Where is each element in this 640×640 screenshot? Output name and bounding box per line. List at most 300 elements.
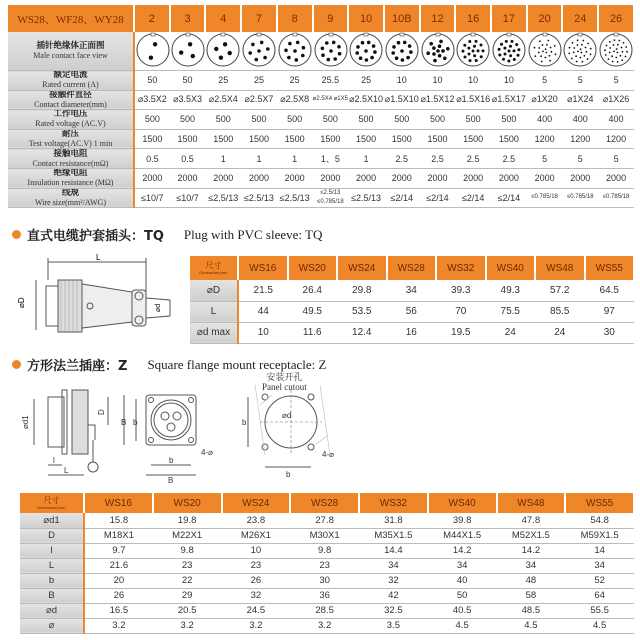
dimension-cell: 55.5 — [565, 603, 634, 618]
dimension-cell: 24.5 — [222, 603, 291, 618]
row-label-en: Wire size(mm²/AWG) — [35, 197, 106, 207]
spec-cell: ⌀1.5X12 — [420, 90, 456, 110]
size-header: WS28 — [290, 493, 359, 513]
spec-cell: 1500 — [348, 129, 384, 149]
row-label-en: Insulation resistance (MΩ) — [27, 178, 114, 188]
spec-cell: ≤2.5/13 — [205, 188, 241, 208]
spec-cell: ⌀1X26 — [598, 90, 634, 110]
size-header: WS24 — [337, 256, 387, 280]
dimension-cell: M35X1.5 — [359, 528, 428, 543]
pin-count-header: 26 — [598, 5, 634, 32]
row-label-en: Contact diameter(mm) — [34, 99, 107, 109]
dimension-row — [20, 618, 634, 633]
pin-count-header: 3 — [170, 5, 206, 32]
spec-cell: 500 — [170, 110, 206, 130]
row-label-en: Contact resistance(mΩ) — [32, 158, 109, 168]
dimension-cell: 49.3 — [486, 280, 536, 301]
dim-L: L — [96, 253, 101, 262]
bullet-icon — [12, 230, 21, 239]
dimension-cell: 3.2 — [153, 618, 222, 633]
dim-L: L — [64, 466, 69, 475]
spec-row — [8, 168, 634, 188]
spec-cell: 5 — [562, 149, 598, 169]
spec-cell: 1500 — [134, 129, 170, 149]
plug-dimension-table — [190, 256, 635, 344]
dimension-cell: 64 — [565, 588, 634, 603]
spec-cell: ≤2/14 — [420, 188, 456, 208]
spec-cell: ⌀2.5X4 ⌀1X5 — [313, 90, 349, 110]
spec-table — [8, 5, 635, 208]
header-en: Dimension(mm) — [37, 504, 66, 510]
row-label-cn: 耐压 — [61, 129, 79, 140]
size-header: WS40 — [486, 256, 536, 280]
dimension-row — [20, 543, 634, 558]
dimension-cell: 15.8 — [84, 513, 153, 528]
spec-cell: ⌀1X24 — [562, 90, 598, 110]
plug-drawing — [10, 250, 185, 345]
spec-cell: 1500 — [455, 129, 491, 149]
dimension-cell: 16 — [387, 322, 437, 343]
dimension-row — [190, 301, 634, 322]
flange-dimension-table — [20, 493, 635, 634]
spec-cell: 2000 — [313, 168, 349, 188]
row-label-cn: 绝缘电阻 — [53, 168, 88, 179]
spec-cell: ≤2.5/13 ≤0.785/18 — [313, 188, 349, 208]
header-cn: 尺寸 — [43, 495, 60, 505]
spec-cell: 25 — [277, 71, 313, 91]
spec-cell: ≤0.785/18 — [527, 188, 563, 208]
dim-holes: 4-⌀ — [201, 448, 213, 457]
dimension-cell: 85.5 — [535, 301, 585, 322]
spec-cell: 25.5 — [313, 71, 349, 91]
row-label-cn: 额定电流 — [53, 70, 88, 81]
dimension-cell: 42 — [359, 588, 428, 603]
row-label: ⌀D — [190, 280, 238, 301]
dimension-cell: 3.5 — [359, 618, 428, 633]
dimension-cell: 11.6 — [288, 322, 338, 343]
cutout-b: b — [242, 418, 247, 427]
dimension-cell: 29 — [153, 588, 222, 603]
spec-row — [8, 90, 634, 110]
dimension-cell: 3.2 — [222, 618, 291, 633]
size-header: WS32 — [359, 493, 428, 513]
pin-count-header: 4 — [205, 5, 241, 32]
size-header: WS16 — [238, 256, 288, 280]
dimension-cell: 21.5 — [238, 280, 288, 301]
spec-cell: ⌀2.5X10 — [348, 90, 384, 110]
spec-cell: 1500 — [277, 129, 313, 149]
dimension-cell: 39.3 — [436, 280, 486, 301]
size-header: WS48 — [497, 493, 566, 513]
dimension-row — [20, 588, 634, 603]
dimension-cell: 26 — [84, 588, 153, 603]
dim-l: l — [53, 456, 55, 465]
size-header: WS20 — [288, 256, 338, 280]
contact-face-icon — [313, 32, 349, 71]
dimension-cell: 34 — [497, 558, 566, 573]
dimension-cell: 3.2 — [84, 618, 153, 633]
dimension-cell: 4.5 — [497, 618, 566, 633]
spec-cell: 400 — [598, 110, 634, 130]
dimension-cell: 30 — [290, 573, 359, 588]
size-header: WS48 — [535, 256, 585, 280]
dim-b: b — [133, 418, 138, 427]
dimension-cell: 34 — [428, 558, 497, 573]
dimension-cell: 44 — [238, 301, 288, 322]
spec-cell: 1200 — [527, 129, 563, 149]
spec-cell: 10 — [420, 71, 456, 91]
dimension-cell: 39.8 — [428, 513, 497, 528]
spec-cell: 10 — [384, 71, 420, 91]
spec-cell: 500 — [384, 110, 420, 130]
dimension-cell: 50 — [428, 588, 497, 603]
cutout-holes: 4-⌀ — [322, 450, 334, 459]
dimension-cell: 58 — [497, 588, 566, 603]
size-header: WS16 — [84, 493, 153, 513]
dimension-cell: 9.8 — [153, 543, 222, 558]
contact-face-icon — [134, 32, 170, 71]
dimension-cell: 32 — [222, 588, 291, 603]
spec-cell: 1500 — [491, 129, 527, 149]
size-header: WS32 — [436, 256, 486, 280]
panel-cutout-en: Panel cutout — [262, 382, 307, 392]
spec-cell: ≤10/7 — [134, 188, 170, 208]
row-label-cn: 插针绝缘体正面图 — [36, 41, 105, 51]
dimension-cell: 9.8 — [290, 543, 359, 558]
spec-cell: 10 — [491, 71, 527, 91]
cutout-phi: ⌀d — [282, 411, 292, 420]
dimension-row — [20, 558, 634, 573]
spec-cell: ≤2.5/13 — [241, 188, 277, 208]
size-header: WS28 — [387, 256, 437, 280]
dimension-cell: 48 — [497, 573, 566, 588]
spec-cell: 5 — [527, 71, 563, 91]
dimension-cell: M18X1 — [84, 528, 153, 543]
pin-count-header: 10B — [384, 5, 420, 32]
spec-cell: 2000 — [384, 168, 420, 188]
pin-count-header: 24 — [562, 5, 598, 32]
row-label — [8, 188, 134, 208]
row-label: L — [20, 558, 84, 573]
row-label: D — [20, 528, 84, 543]
pin-count-header: 7 — [241, 5, 277, 32]
spec-cell: 1500 — [313, 129, 349, 149]
spec-row — [8, 32, 634, 71]
spec-cell: 1 — [205, 149, 241, 169]
dimension-cell: 14 — [565, 543, 634, 558]
dimension-cell: 26 — [222, 573, 291, 588]
dimension-cell: 23 — [290, 558, 359, 573]
pin-count-header: 2 — [134, 5, 170, 32]
spec-cell: 400 — [562, 110, 598, 130]
dimension-cell: 14.2 — [428, 543, 497, 558]
contact-face-icon — [277, 32, 313, 71]
spec-cell: 500 — [420, 110, 456, 130]
spec-cell: 0.5 — [170, 149, 206, 169]
spec-cell: ⌀1X20 — [527, 90, 563, 110]
spec-cell: 1500 — [420, 129, 456, 149]
row-label — [8, 168, 134, 188]
spec-cell: 0.5 — [134, 149, 170, 169]
dim-D: ⌀D — [17, 297, 26, 308]
spec-cell: 2.5 — [455, 149, 491, 169]
dimension-cell: 40.5 — [428, 603, 497, 618]
contact-face-icon — [384, 32, 420, 71]
spec-row — [8, 188, 634, 208]
contact-face-icon — [170, 32, 206, 71]
dimension-cell: 24 — [486, 322, 536, 343]
contact-face-icon — [598, 32, 634, 71]
dimension-cell: 28.5 — [290, 603, 359, 618]
row-label-cn: 线规 — [61, 188, 79, 198]
row-label — [8, 71, 134, 91]
spec-cell: ⌀2.5X7 — [241, 90, 277, 110]
dimension-cell: 4.5 — [428, 618, 497, 633]
dimension-cell: 19.8 — [153, 513, 222, 528]
dimension-cell: 10 — [222, 543, 291, 558]
row-label-cn: 工作电压 — [53, 109, 88, 120]
dimension-cell: 26.4 — [288, 280, 338, 301]
dim-D: D — [97, 409, 106, 415]
spec-cell: 1 — [277, 149, 313, 169]
spec-cell: ≤10/7 — [170, 188, 206, 208]
dimension-cell: 16.5 — [84, 603, 153, 618]
dimension-cell: 12.4 — [337, 322, 387, 343]
spec-cell: 2000 — [562, 168, 598, 188]
spec-cell: 1500 — [170, 129, 206, 149]
spec-cell: 500 — [134, 110, 170, 130]
pin-count-header: 12 — [420, 5, 456, 32]
spec-row — [8, 149, 634, 169]
dimension-cell: 27.8 — [290, 513, 359, 528]
dimension-cell: 48.5 — [497, 603, 566, 618]
plug-section-title — [12, 225, 322, 244]
row-label: l — [20, 543, 84, 558]
dimension-cell: M59X1.5 — [565, 528, 634, 543]
dimension-cell: 9.7 — [84, 543, 153, 558]
spec-cell: 1、5 — [313, 149, 349, 169]
spec-cell: 1200 — [598, 129, 634, 149]
spec-cell: 1 — [241, 149, 277, 169]
dimension-cell: M52X1.5 — [497, 528, 566, 543]
spec-cell: 2000 — [134, 168, 170, 188]
spec-cell: 500 — [348, 110, 384, 130]
row-label: B — [20, 588, 84, 603]
contact-face-icon — [562, 32, 598, 71]
dimension-cell: 57.2 — [535, 280, 585, 301]
spec-cell: 5 — [527, 149, 563, 169]
dimension-cell: 24 — [535, 322, 585, 343]
spec-cell: 2000 — [420, 168, 456, 188]
spec-cell: 2.5 — [491, 149, 527, 169]
spec-cell: 5 — [562, 71, 598, 91]
dimension-cell: 34 — [387, 280, 437, 301]
header-cn: 尺寸 — [205, 260, 222, 270]
dimension-cell: 36 — [290, 588, 359, 603]
dimension-cell: 23 — [222, 558, 291, 573]
pin-count-header: 8 — [277, 5, 313, 32]
dimension-cell: 14.4 — [359, 543, 428, 558]
spec-cell: 2000 — [455, 168, 491, 188]
title-en: Square flange mount receptacle: Z — [147, 356, 327, 372]
dimension-cell: 29.8 — [337, 280, 387, 301]
spec-cell: 1 — [348, 149, 384, 169]
dim-B: B — [121, 418, 127, 427]
dimension-cell: 40 — [428, 573, 497, 588]
row-label-en: Rated current (A) — [42, 80, 99, 90]
cutout-b-bottom: b — [286, 470, 291, 479]
pin-count-header: 10 — [348, 5, 384, 32]
spec-cell: 50 — [170, 71, 206, 91]
row-label: ⌀d max — [190, 322, 238, 343]
dimension-row — [20, 513, 634, 528]
spec-cell: ⌀3.5X2 — [134, 90, 170, 110]
spec-cell: 1500 — [384, 129, 420, 149]
dimension-cell: 52 — [565, 573, 634, 588]
pin-count-header: 17 — [491, 5, 527, 32]
dimension-cell: 64.5 — [585, 280, 635, 301]
pin-count-header: 20 — [527, 5, 563, 32]
dimension-cell: 23.8 — [222, 513, 291, 528]
panel-cutout-cn: 安装开孔 — [266, 372, 303, 382]
spec-cell: 1200 — [562, 129, 598, 149]
spec-cell: 2000 — [277, 168, 313, 188]
dimension-cell: 75.5 — [486, 301, 536, 322]
spec-cell: 500 — [313, 110, 349, 130]
dimension-cell: 19.5 — [436, 322, 486, 343]
dimension-cell: M30X1 — [290, 528, 359, 543]
title-en: Plug with PVC sleeve: TQ — [183, 226, 323, 242]
size-header: WS55 — [585, 256, 635, 280]
bullet-icon — [12, 360, 21, 369]
dimension-cell: M26X1 — [222, 528, 291, 543]
dimension-cell: 23 — [153, 558, 222, 573]
pin-count-header: 16 — [455, 5, 491, 32]
dim-b-bottom: b — [169, 456, 174, 465]
row-label: b — [20, 573, 84, 588]
spec-cell: ≤0.785/18 — [562, 188, 598, 208]
contact-face-icon — [527, 32, 563, 71]
contact-face-icon — [205, 32, 241, 71]
dimension-cell: 30 — [585, 322, 635, 343]
dimension-cell: 47.8 — [497, 513, 566, 528]
spec-cell: 50 — [134, 71, 170, 91]
row-label-cn: 接触电阻 — [53, 148, 88, 159]
dimension-cell: 32.5 — [359, 603, 428, 618]
dim-d: ⌀d — [155, 303, 162, 312]
row-label — [8, 129, 134, 149]
row-label — [8, 32, 134, 71]
dimension-cell: 31.8 — [359, 513, 428, 528]
dimension-cell: M22X1 — [153, 528, 222, 543]
series-label: WS28、WF28、WY28 — [8, 5, 134, 32]
contact-face-icon — [348, 32, 384, 71]
dimension-cell: 97 — [585, 301, 635, 322]
dimension-cell: 70 — [436, 301, 486, 322]
dimension-cell: 10 — [238, 322, 288, 343]
spec-cell: 25 — [348, 71, 384, 91]
spec-cell: ≤2/14 — [491, 188, 527, 208]
spec-cell: 25 — [241, 71, 277, 91]
spec-cell: ⌀2.5X4 — [205, 90, 241, 110]
dimension-cell: M44X1.5 — [428, 528, 497, 543]
pin-count-header: 9 — [313, 5, 349, 32]
dimension-cell: 20 — [84, 573, 153, 588]
contact-face-icon — [491, 32, 527, 71]
spec-row — [8, 129, 634, 149]
dimension-cell: 14.2 — [497, 543, 566, 558]
size-header: WS20 — [153, 493, 222, 513]
spec-cell: 2000 — [348, 168, 384, 188]
row-label-en: Male contact face view — [33, 51, 108, 60]
dimension-row — [20, 603, 634, 618]
contact-face-icon — [241, 32, 277, 71]
spec-cell: 1500 — [205, 129, 241, 149]
spec-cell: 500 — [241, 110, 277, 130]
dimension-cell: 3.2 — [290, 618, 359, 633]
spec-cell: 10 — [455, 71, 491, 91]
contact-face-icon — [420, 32, 456, 71]
row-label: ⌀ — [20, 618, 84, 633]
spec-cell: 500 — [455, 110, 491, 130]
spec-cell: 2000 — [170, 168, 206, 188]
dimension-cell: 34 — [359, 558, 428, 573]
spec-cell: ⌀1.5X10 — [384, 90, 420, 110]
title-cn: 方形法兰插座：Z — [27, 359, 128, 374]
dim-B-bottom: B — [168, 476, 174, 485]
dimension-cell: 20.5 — [153, 603, 222, 618]
row-label-cn: 接触件直径 — [49, 90, 92, 100]
spec-cell: ⌀1.5X17 — [491, 90, 527, 110]
size-header: WS55 — [565, 493, 634, 513]
spec-cell: 1500 — [241, 129, 277, 149]
spec-cell: 2000 — [491, 168, 527, 188]
spec-cell: ≤2.5/13 — [277, 188, 313, 208]
dimension-cell: 54.8 — [565, 513, 634, 528]
spec-cell: ≤2/14 — [455, 188, 491, 208]
spec-cell: 2.5 — [420, 149, 456, 169]
spec-cell: 2000 — [527, 168, 563, 188]
spec-cell: ⌀2.5X8 — [277, 90, 313, 110]
dimension-cell: 22 — [153, 573, 222, 588]
spec-cell: 500 — [277, 110, 313, 130]
dimension-cell: 4.5 — [565, 618, 634, 633]
row-label — [8, 149, 134, 169]
row-label: L — [190, 301, 238, 322]
dimension-cell: 34 — [565, 558, 634, 573]
spec-row — [8, 110, 634, 130]
spec-cell: 2000 — [205, 168, 241, 188]
spec-cell: 25 — [205, 71, 241, 91]
flange-drawing — [0, 385, 360, 485]
dimension-cell: 21.6 — [84, 558, 153, 573]
size-header: WS24 — [222, 493, 291, 513]
dimension-cell: 49.5 — [288, 301, 338, 322]
spec-cell: 400 — [527, 110, 563, 130]
dimension-row — [20, 528, 634, 543]
row-label-en: Test voltage(AC.V) 1 min — [28, 139, 113, 149]
dimension-cell: 53.5 — [337, 301, 387, 322]
spec-cell: 2.5 — [384, 149, 420, 169]
dimension-row — [190, 280, 634, 301]
spec-cell: 5 — [598, 71, 634, 91]
spec-cell: ⌀1.5X16 — [455, 90, 491, 110]
header-en: Dimension(mm) — [199, 269, 228, 275]
row-label-en: Rated voltage (AC.V) — [35, 119, 106, 129]
dimension-row — [190, 322, 634, 343]
spec-cell: 2000 — [241, 168, 277, 188]
size-header: WS40 — [428, 493, 497, 513]
